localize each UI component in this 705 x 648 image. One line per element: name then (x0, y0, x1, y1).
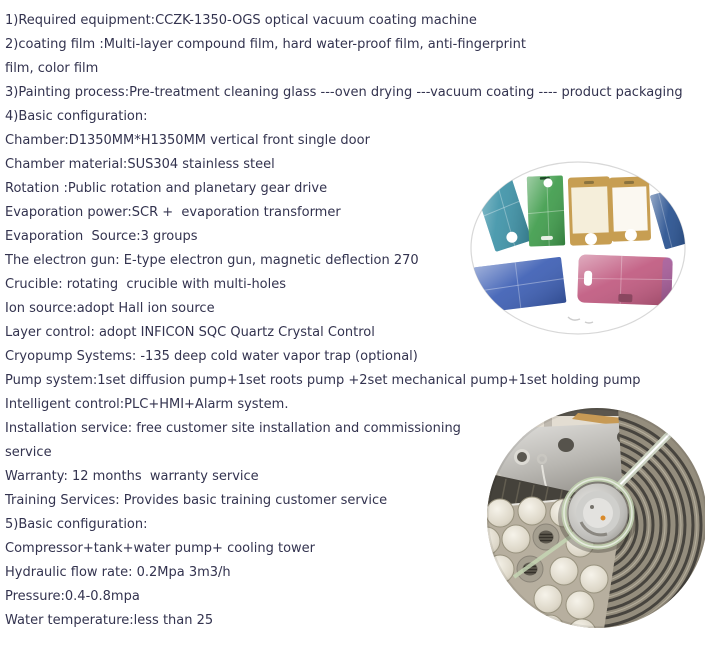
central-hub (558, 479, 638, 553)
spec-line: Chamber:D1350MM*H1350MM vertical front single door (5, 133, 370, 148)
lens (518, 497, 546, 525)
lens (504, 611, 532, 629)
spec-line: Pump system:1set diffusion pump+1set roots pump +2set mechanical pump+1set holding pump (5, 373, 641, 388)
machine-interior-photo (486, 407, 705, 629)
spec-line: 5)Basic configuration: (5, 517, 148, 532)
spec-line: service (5, 445, 52, 460)
spec-line: 3)Painting process:Pre-treatment cleaning glass ---oven drying ---vacuum coating ---- product packaging (5, 85, 683, 100)
spec-line: Pressure:0.4-0.8mpa (5, 589, 140, 604)
camera-slot (584, 271, 593, 286)
lens (550, 557, 578, 585)
spec-line: The electron gun: E-type electron gun, magnetic deflection 270 (5, 253, 419, 268)
phone-back-pink (577, 254, 673, 305)
lens (486, 585, 500, 613)
lens (502, 525, 530, 553)
spec-line: Training Services: Provides basic training customer service (5, 493, 388, 508)
spec-line: Warranty: 12 months warranty service (5, 469, 259, 484)
home-slot (541, 236, 553, 240)
spec-line: Hydraulic flow rate: 0.2Mpa 3m3/h (5, 565, 231, 580)
lens (566, 591, 594, 619)
spec-line: Ion source:adopt Hall ion source (5, 301, 215, 316)
spec-line: Cryopump Systems: -135 deep cold water vapor trap (optional) (5, 349, 418, 364)
circle-photo-content (486, 407, 705, 629)
camera-hole (496, 176, 504, 184)
glass-panel-green (527, 175, 565, 246)
spec-line: Rotation :Public rotation and planetary gear drive (5, 181, 328, 196)
speaker-slot (584, 181, 594, 184)
glass-panel-gold-2 (609, 176, 651, 241)
spec-line: Installation service: free customer site installation and commissioning (5, 421, 461, 436)
eyebolt-ring (516, 451, 529, 464)
spec-line: Water temperature:less than 25 (5, 613, 214, 628)
spec-line: Layer control: adopt INFICON SQC Quartz Crystal Control (5, 325, 375, 340)
spec-line: Evaporation Source:3 groups (5, 229, 198, 244)
spec-line: 2)coating film :Multi-layer compound film, hard water-proof film, anti-fingerprint (5, 37, 526, 52)
plate-hole (558, 438, 574, 452)
spec-line: Chamber material:SUS304 stainless steel (5, 157, 275, 172)
lens (486, 499, 514, 527)
orange-dot (601, 516, 606, 521)
spec-line: film, color film (5, 61, 99, 76)
lens (580, 565, 608, 593)
port-notch (618, 294, 632, 302)
spec-line: Crucible: rotating crucible with multi-holes (5, 277, 287, 292)
spec-line: Evaporation power:SCR + evaporation transformer (5, 205, 341, 220)
spec-line: Compressor+tank+water pump+ cooling tower (5, 541, 315, 556)
speaker-slot (624, 181, 634, 184)
spec-line: Intelligent control:PLC+HMI+Alarm system. (5, 397, 289, 412)
glass-panels-photo (468, 159, 688, 337)
glass-panel-gold-1 (568, 176, 612, 245)
spec-line: 4)Basic configuration: (5, 109, 148, 124)
spec-line: 1)Required equipment:CCZK-1350-OGS optical vacuum coating machine (5, 13, 477, 28)
